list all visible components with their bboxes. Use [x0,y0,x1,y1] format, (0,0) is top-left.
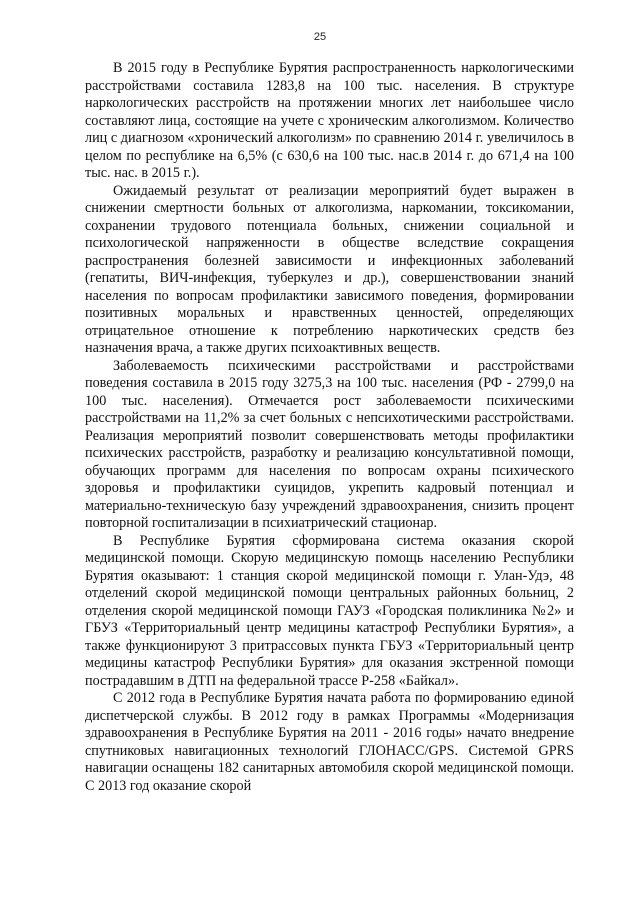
paragraph-mental-disorders: Заболеваемость психическими расстройствами и расстройствами поведения составила в 2015 году 3275,3 на 100 тыс. населения (РФ - 2799,0 на 100 тыс. населения). Отмечается рост заболеваемости психическими расстройствами на 11,2% за счет больных с непсихотическими расстройствами. Реализация мероприятий позволит совершенствовать методы профилактики психических расстройств, разработку и реализацию консультативной помощи, обучающих программ для населения по вопросам охраны психического здоровья и профилактики суицидов, укрепить кадровый потенциал и материально-техническую базу учреждений здравоохранения, снизить процент повторной госпитализации в психиатрический стационар. [85,357,574,531]
paragraph-expected-results: Ожидаемый результат от реализации мероприятий будет выражен в снижении смертности больных от алкоголизма, наркомании, токсикомании, сохранении трудового потенциала больных, снижении социальной и психологической напряженности в обществе вследствие сокращения распространения болезней зависимости и инфекционных заболеваний (гепатиты, ВИЧ-инфекция, туберкулез и др.), совершенствовании знаний населения по вопросам профилактики зависимого поведения, формировании позитивных моральных и нравственных ценностей, определяющих отрицательное отношение к потреблению наркотических средств без назначения врача, а также других психоактивных веществ. [85,182,574,356]
body-text [85,60,574,795]
paragraph-dispatch-service: С 2012 года в Республике Бурятия начата работа по формированию единой диспетчерской службы. В 2012 году в рамках Программы «Модернизация здравоохранения в Республике Бурятия на 2011 - 2016 годы» начато внедрение спутниковых навигационных технологий ГЛОНАСС/GPS. Системой GPRS навигации оснащены 182 санитарных автомобиля скорой медицинской помощи. С 2013 год оказание скорой [85,690,574,794]
page-number: 25 [313,31,327,43]
paragraph-emergency-care-system: В Республике Бурятия сформирована система оказания скорой медицинской помощи. Скорую медицинскую помощь населению Республики Бурятия оказывают: 1 станция скорой медицинской помощи г. Улан-Удэ, 48 отделений скорой медицинской помощи центральных районных больниц, 2 отделения скорой медицинской помощи ГАУЗ «Городская поликлиника №2» и ГБУЗ «Территориальный центр медицины катастроф Республики Бурятия», а также функционируют 3 притрассовых пункта ГБУЗ «Территориальный центр медицины катастроф Республики Бурятия» для оказания экстренной помощи пострадавшим в ДТП на федеральной трассе Р-258 «Байкал». [85,532,574,689]
paragraph-narcology-prevalence: В 2015 году в Республике Бурятия распространенность наркологическими расстройствами составила 1283,8 на 100 тыс. населения. В структуре наркологических расстройств на протяжении многих лет наибольшее число составляют лица, состоящие на учете с хроническим алкоголизмом. Количество лиц с диагнозом «хронический алкоголизм» по сравнению 2014 г. увеличилось в целом по республике на 6,5% (с 630,6 на 100 тыс. нас.в 2014 г. до 671,4 на 100 тыс. нас. в 2015 г.). [85,60,574,181]
